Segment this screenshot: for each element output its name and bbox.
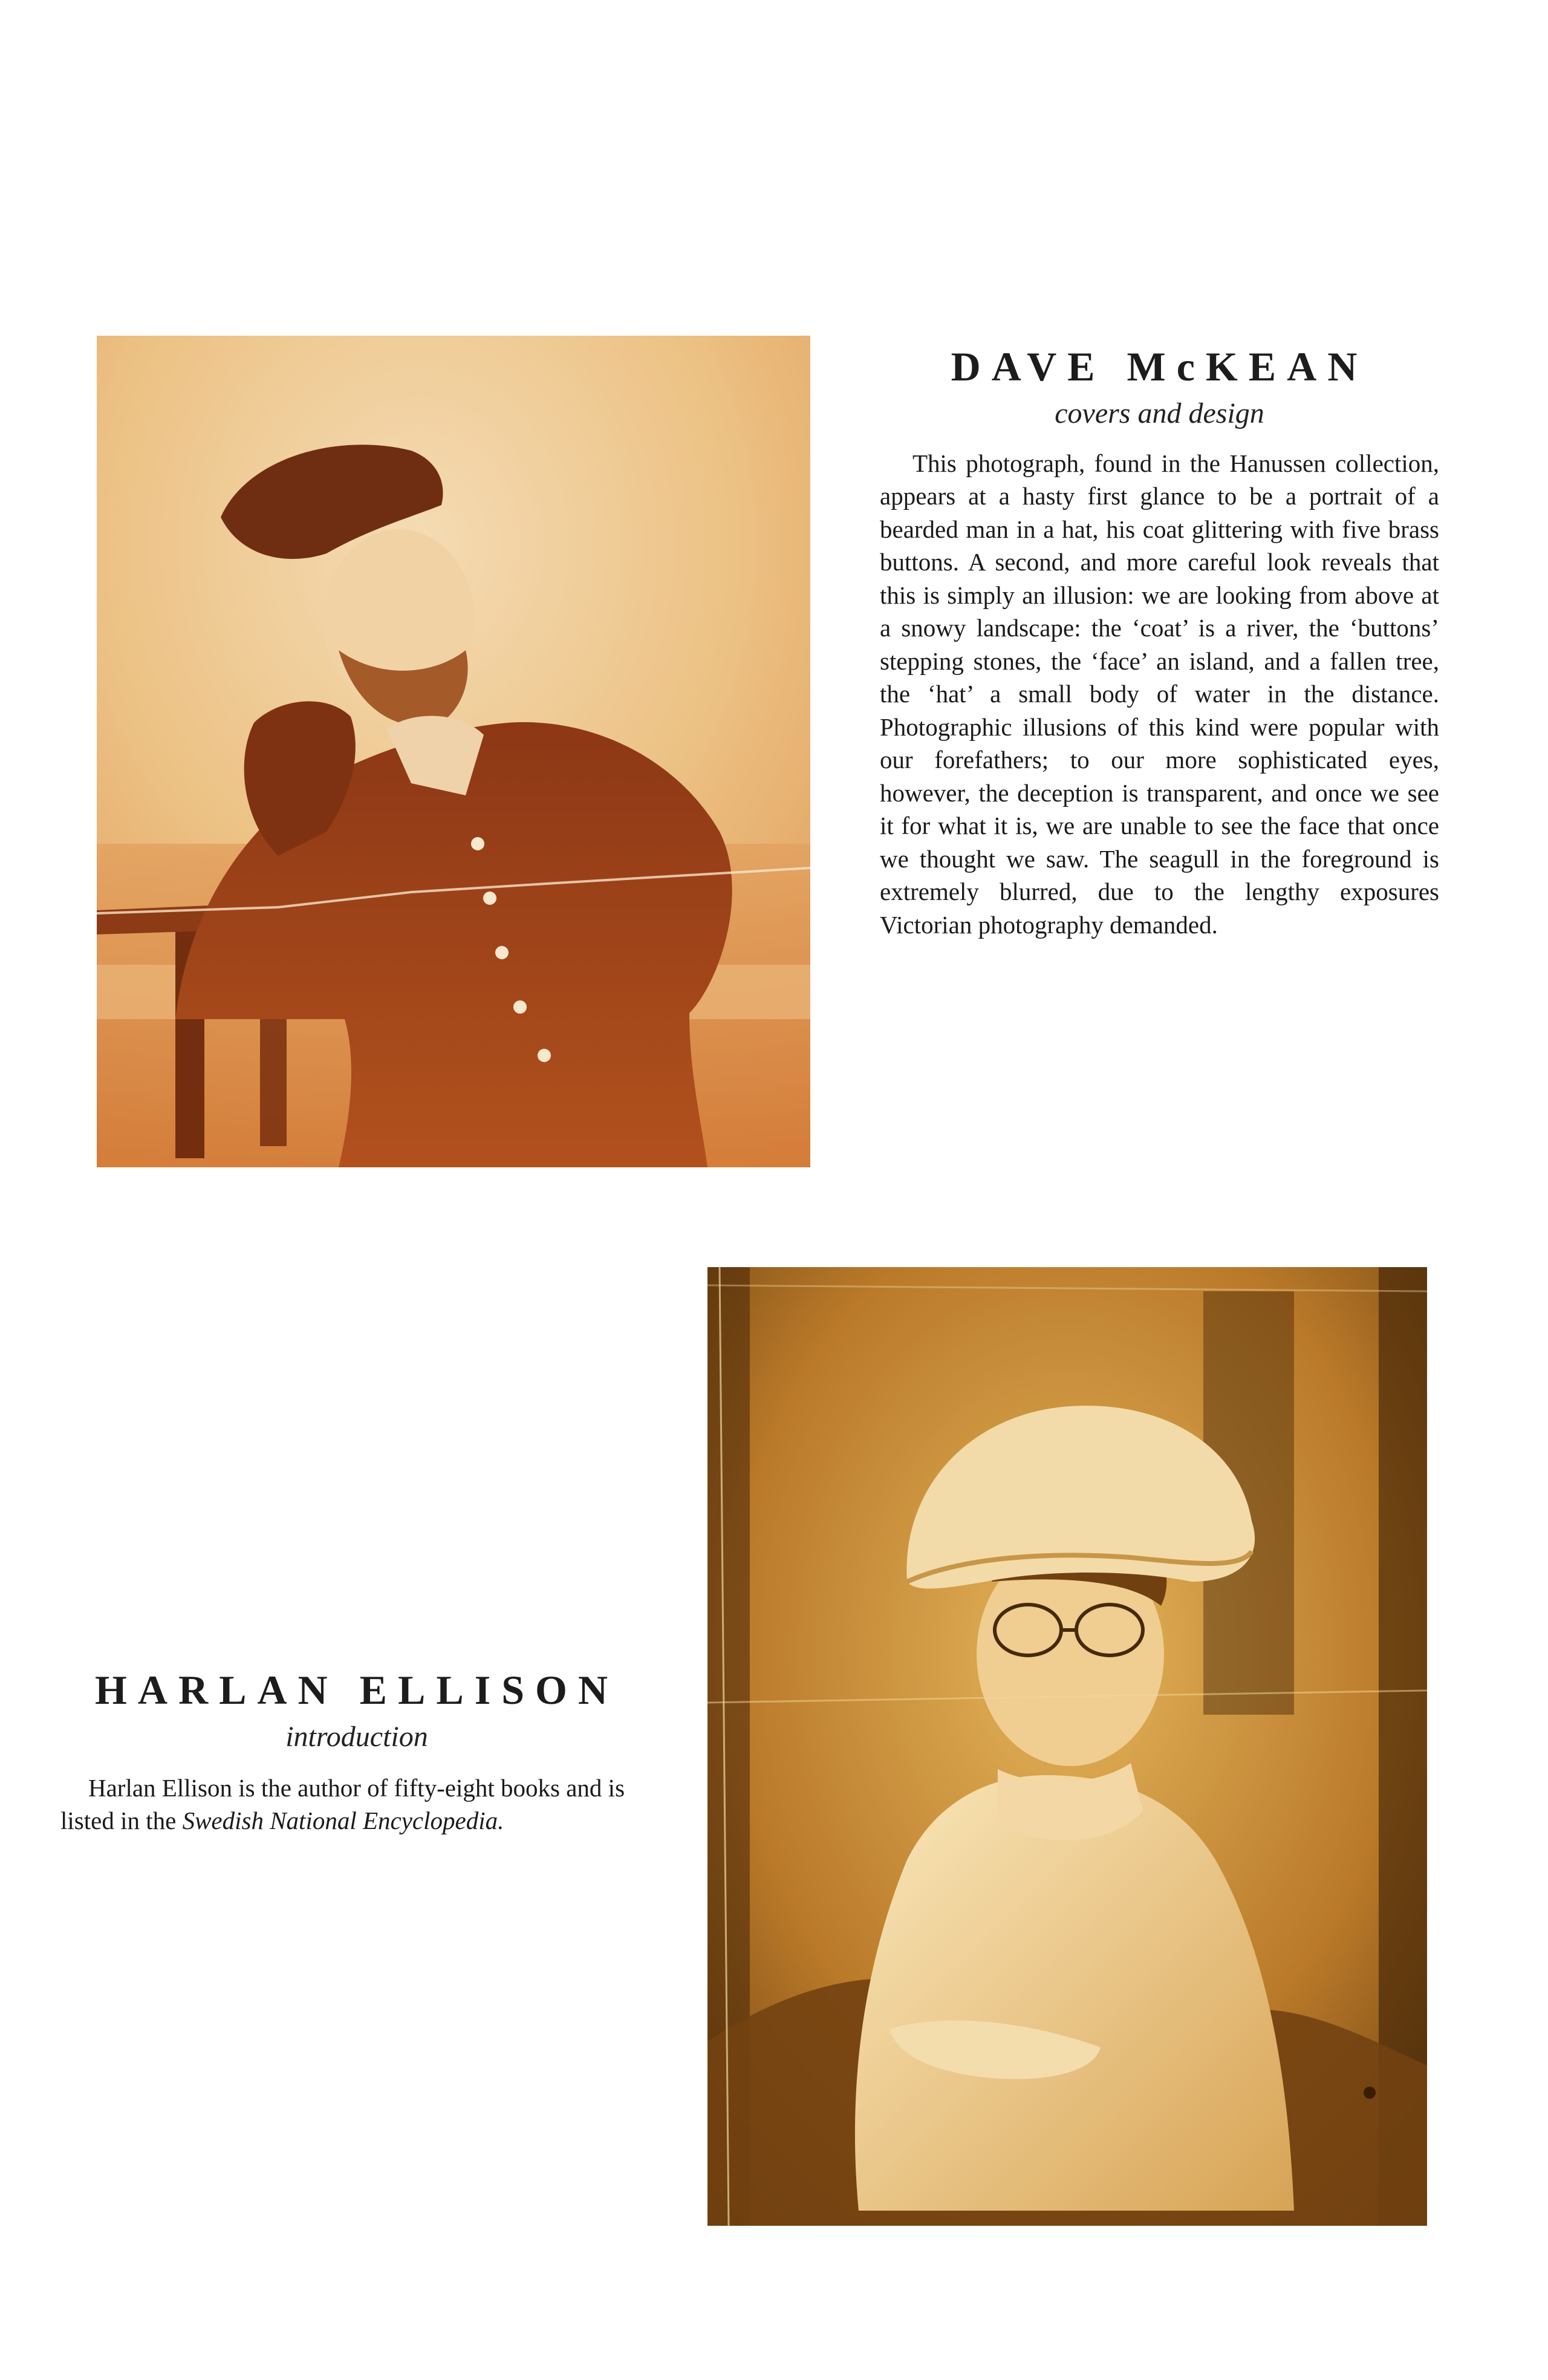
ellison-role: introduction [285,1721,428,1753]
mckean-portrait-image [97,336,810,1167]
ellison-book-title: Swedish National Encyclopedia. [182,1807,504,1835]
mckean-photo [97,336,810,1167]
ellison-portrait-image [707,1267,1427,2226]
ellison-bio-block [60,1669,653,1837]
ellison-name: HARLAN ELLISON [94,1667,619,1713]
mckean-role: covers and design [1055,397,1264,429]
ellison-bio-lead: Harlan Ellison is the author of fifty-eight books and is listed in the [60,1773,625,1835]
ellison-photo [707,1267,1427,2226]
mckean-bio-block [880,346,1439,941]
mckean-bio-text: This photograph, found in the Hanussen collection, appears at a hasty first glance to be a portrait of a bearded man in a hat, his coat glittering with five brass buttons. A second, and more careful look reveals that this is simply an illusion: we are looking from above at a snowy landscape: the ‘coat’ is a river, the ‘buttons’ stepping stones, the ‘face’ an island, and a fallen tree, the ‘hat’ a small body of water in the distance. Photographic illusions of this kind were popular with our forefathers; to our more sophisticated eyes, however, the deception is transparent, and once we see it for what it is, we are unable to see the face that once we thought we saw. The seagull in the foreground is extremely blurred, due to the lengthy exposures Victorian photography demanded. [880,449,1439,939]
ellison-bio-text [60,1772,653,1837]
mckean-name: DAVE McKEAN [951,344,1368,390]
